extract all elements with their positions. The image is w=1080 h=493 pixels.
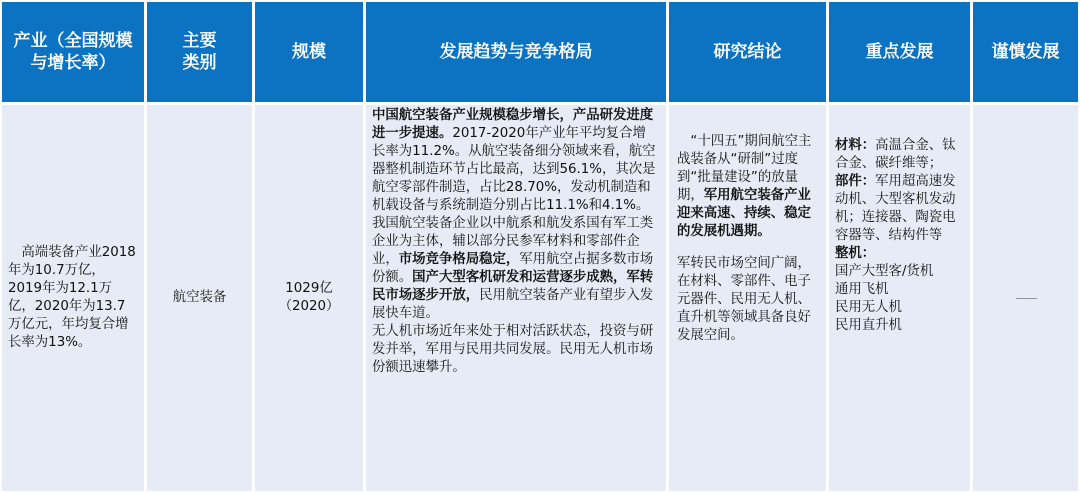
focus-aircraft-item: 通用飞机 xyxy=(835,282,889,297)
header-caution: 谨慎发展 xyxy=(973,2,1078,102)
caution-dash: —— xyxy=(1015,291,1036,305)
trend-paragraph-2 xyxy=(372,215,658,323)
cell-category xyxy=(147,105,252,491)
cell-trend xyxy=(366,105,666,491)
cell-focus xyxy=(829,105,970,491)
conclusion-paragraph-1 xyxy=(677,133,818,241)
trend-p2-text-c: 民用航空装备产业有望步入发展快车道。 xyxy=(372,288,654,321)
conclusion-p1-bold: 军用航空装备产业迎来高速、持续、稳定的发展机遇期。 xyxy=(677,188,811,239)
focus-parts-label: 部件： xyxy=(835,174,876,189)
header-trend: 发展趋势与竞争格局 xyxy=(366,2,666,102)
trend-p2-bold-b: 国产大型客机研发和运营逐步成熟，军转民市场逐步开放， xyxy=(372,270,654,303)
focus-materials xyxy=(835,137,964,173)
trend-paragraph-3: 无人机市场近年来处于相对活跃状态，投资与研发并举，军用与民用共同发展。民用无人机市场份额迅速攀升。 xyxy=(372,324,654,375)
trend-p2-text-b: 军用航空占据多数市场份额。 xyxy=(372,252,654,285)
cell-conclusion xyxy=(669,105,826,491)
cell-scale xyxy=(255,105,363,491)
header-scale: 规模 xyxy=(255,2,363,102)
focus-materials-label: 材料： xyxy=(835,138,876,153)
cell-industry xyxy=(2,105,144,491)
trend-p1-bold: 中国航空装备产业规模稳步增长，产品研发进度进一步提速。 xyxy=(372,108,654,141)
scale-year: （2020） xyxy=(278,299,340,314)
focus-aircraft-label: 整机： xyxy=(835,246,876,261)
category-text: 航空装备 xyxy=(172,290,227,305)
trend-p2-text-a: 我国航空装备企业以中航系和航发系国有军工类企业为主体，辅以部分民参军材料和零部件企业， xyxy=(372,216,654,267)
focus-parts-text: 军用超高速发动机、大型客机发动机；连接器、陶瓷电容器等、结构件等 xyxy=(835,174,956,243)
trend-paragraph-1 xyxy=(372,107,658,215)
conclusion-paragraph-2: 军转民市场空间广阔，在材料、零部件、电子元器件、民用无人机、直升机等领域具备良好发展空间。 xyxy=(677,256,811,343)
conclusion-p1-text: “十四五”期间航空主战装备从“研制”过度到“批量建设”的放量期， xyxy=(677,134,812,203)
focus-aircraft xyxy=(835,245,964,263)
header-focus: 重点发展 xyxy=(829,2,970,102)
header-industry: 产业（全国规模与增长率） xyxy=(2,2,144,102)
header-category: 主要类别 xyxy=(147,2,252,102)
focus-aircraft-item: 民用直升机 xyxy=(835,318,902,333)
trend-p2-bold-a: 市场竞争格局稳定， xyxy=(398,252,520,267)
focus-aircraft-item: 国产大型客/货机 xyxy=(835,264,934,279)
focus-aircraft-item: 民用无人机 xyxy=(835,300,902,315)
cell-caution xyxy=(973,105,1078,491)
focus-materials-text: 高温合金、钛合金、碳纤维等； xyxy=(835,138,956,171)
industry-text: 高端装备产业2018年为10.7万亿，2019年为12.1万亿，2020年为13.7万亿元，年均复合增长率为13%。 xyxy=(8,245,136,350)
focus-parts xyxy=(835,173,964,245)
header-conclusion: 研究结论 xyxy=(669,2,826,102)
trend-p1-text: 2017-2020年产业年平均复合增长率为11.2%。从航空装备细分领域来看，航空器整机制造环节占比最高，达到56.1%，其次是航空零部件制造，占比28.70%，发动机制造和机载设备与系统制造分别占比11.1%和4.1%。 xyxy=(372,126,656,213)
scale-value: 1029亿 xyxy=(285,281,333,296)
